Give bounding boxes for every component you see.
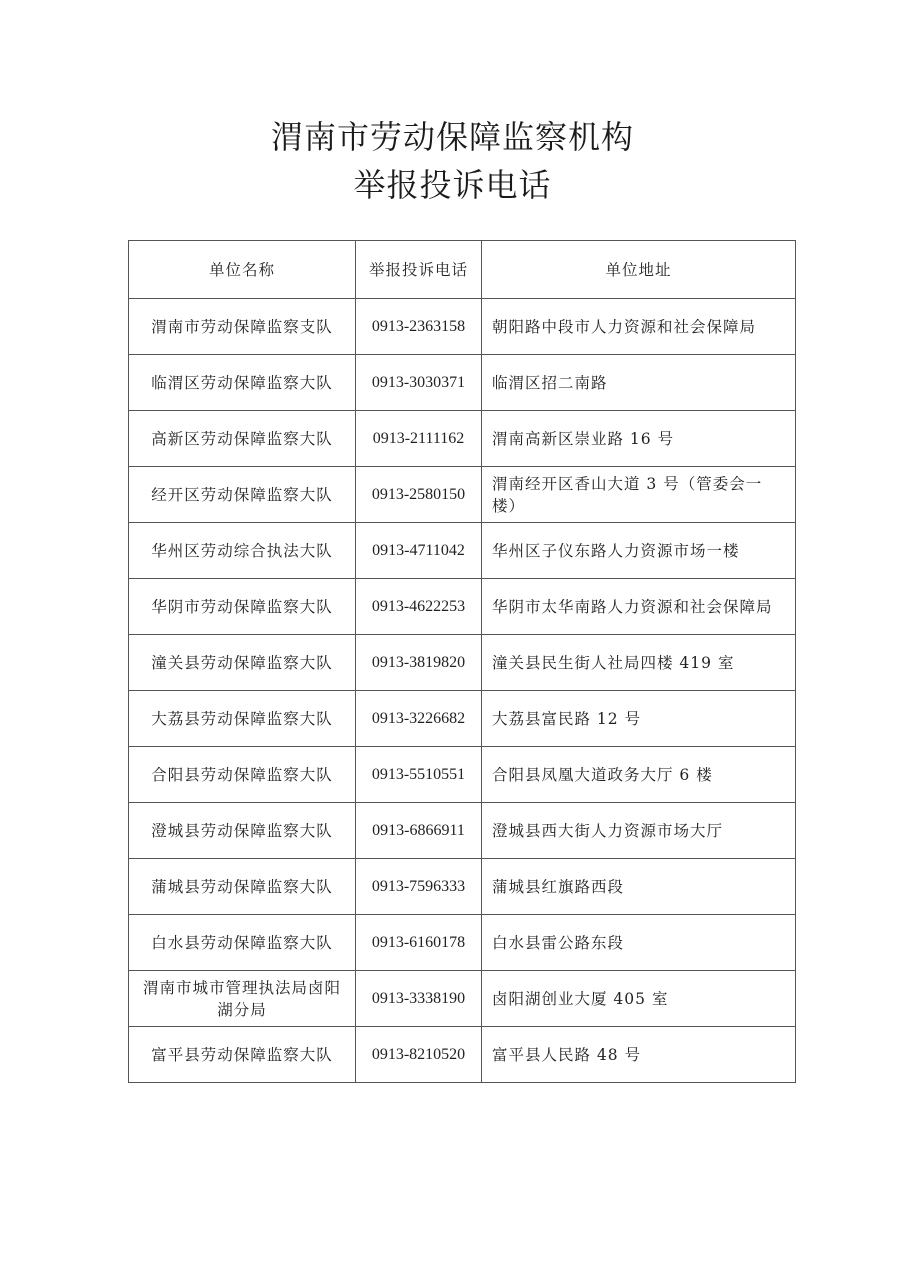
unit-name-cell: 渭南市城市管理执法局卤阳湖分局 xyxy=(129,971,356,1027)
address-cell: 渭南高新区崇业路 16 号 xyxy=(482,411,796,467)
table-row xyxy=(129,467,796,523)
table-row xyxy=(129,859,796,915)
table-row xyxy=(129,523,796,579)
address-cell: 富平县人民路 48 号 xyxy=(482,1027,796,1083)
phone-cell: 0913-4622253 xyxy=(356,579,482,635)
address-cell: 白水县雷公路东段 xyxy=(482,915,796,971)
phone-cell: 0913-3338190 xyxy=(356,971,482,1027)
unit-name-cell: 高新区劳动保障监察大队 xyxy=(129,411,356,467)
address-cell: 澄城县西大街人力资源市场大厅 xyxy=(482,803,796,859)
unit-name-cell: 澄城县劳动保障监察大队 xyxy=(129,803,356,859)
phone-cell: 0913-2111162 xyxy=(356,411,482,467)
phone-cell: 0913-2580150 xyxy=(356,467,482,523)
header-phone: 举报投诉电话 xyxy=(356,241,482,299)
phone-cell: 0913-2363158 xyxy=(356,299,482,355)
address-cell: 卤阳湖创业大厦 405 室 xyxy=(482,971,796,1027)
unit-name-cell: 合阳县劳动保障监察大队 xyxy=(129,747,356,803)
unit-name-cell: 潼关县劳动保障监察大队 xyxy=(129,635,356,691)
address-cell: 合阳县凤凰大道政务大厅 6 楼 xyxy=(482,747,796,803)
unit-name-cell: 白水县劳动保障监察大队 xyxy=(129,915,356,971)
table-row xyxy=(129,803,796,859)
unit-name-cell: 经开区劳动保障监察大队 xyxy=(129,467,356,523)
table-row xyxy=(129,579,796,635)
unit-name-cell: 蒲城县劳动保障监察大队 xyxy=(129,859,356,915)
phone-cell: 0913-6160178 xyxy=(356,915,482,971)
phone-cell: 0913-8210520 xyxy=(356,1027,482,1083)
table-row xyxy=(129,1027,796,1083)
unit-name-cell: 华阴市劳动保障监察大队 xyxy=(129,579,356,635)
unit-name-cell: 渭南市劳动保障监察支队 xyxy=(129,299,356,355)
header-address: 单位地址 xyxy=(482,241,796,299)
address-cell: 朝阳路中段市人力资源和社会保障局 xyxy=(482,299,796,355)
page-title-line-2: 举报投诉电话 xyxy=(353,166,552,204)
table-row xyxy=(129,411,796,467)
phone-cell: 0913-7596333 xyxy=(356,859,482,915)
phone-cell: 0913-6866911 xyxy=(356,803,482,859)
phone-cell: 0913-3819820 xyxy=(356,635,482,691)
table-row xyxy=(129,299,796,355)
table-header-row xyxy=(129,241,796,299)
table-row xyxy=(129,691,796,747)
table-row xyxy=(129,635,796,691)
table-row xyxy=(129,971,796,1027)
unit-name-cell: 富平县劳动保障监察大队 xyxy=(129,1027,356,1083)
phone-cell: 0913-3030371 xyxy=(356,355,482,411)
unit-name-cell: 大荔县劳动保障监察大队 xyxy=(129,691,356,747)
address-cell: 渭南经开区香山大道 3 号（管委会一楼） xyxy=(482,467,796,523)
table-row xyxy=(129,355,796,411)
table-row xyxy=(129,915,796,971)
address-cell: 蒲城县红旗路西段 xyxy=(482,859,796,915)
address-cell: 大荔县富民路 12 号 xyxy=(482,691,796,747)
unit-name-cell: 华州区劳动综合执法大队 xyxy=(129,523,356,579)
address-cell: 华阴市太华南路人力资源和社会保障局 xyxy=(482,579,796,635)
header-unit-name: 单位名称 xyxy=(129,241,356,299)
table-row xyxy=(129,747,796,803)
unit-name-cell: 临渭区劳动保障监察大队 xyxy=(129,355,356,411)
address-cell: 临渭区招二南路 xyxy=(482,355,796,411)
phone-cell: 0913-3226682 xyxy=(356,691,482,747)
contacts-table xyxy=(128,240,796,1083)
address-cell: 潼关县民生街人社局四楼 419 室 xyxy=(482,635,796,691)
phone-cell: 0913-5510551 xyxy=(356,747,482,803)
address-cell: 华州区子仪东路人力资源市场一楼 xyxy=(482,523,796,579)
page-title-line-1: 渭南市劳动保障监察机构 xyxy=(270,118,634,156)
phone-cell: 0913-4711042 xyxy=(356,523,482,579)
